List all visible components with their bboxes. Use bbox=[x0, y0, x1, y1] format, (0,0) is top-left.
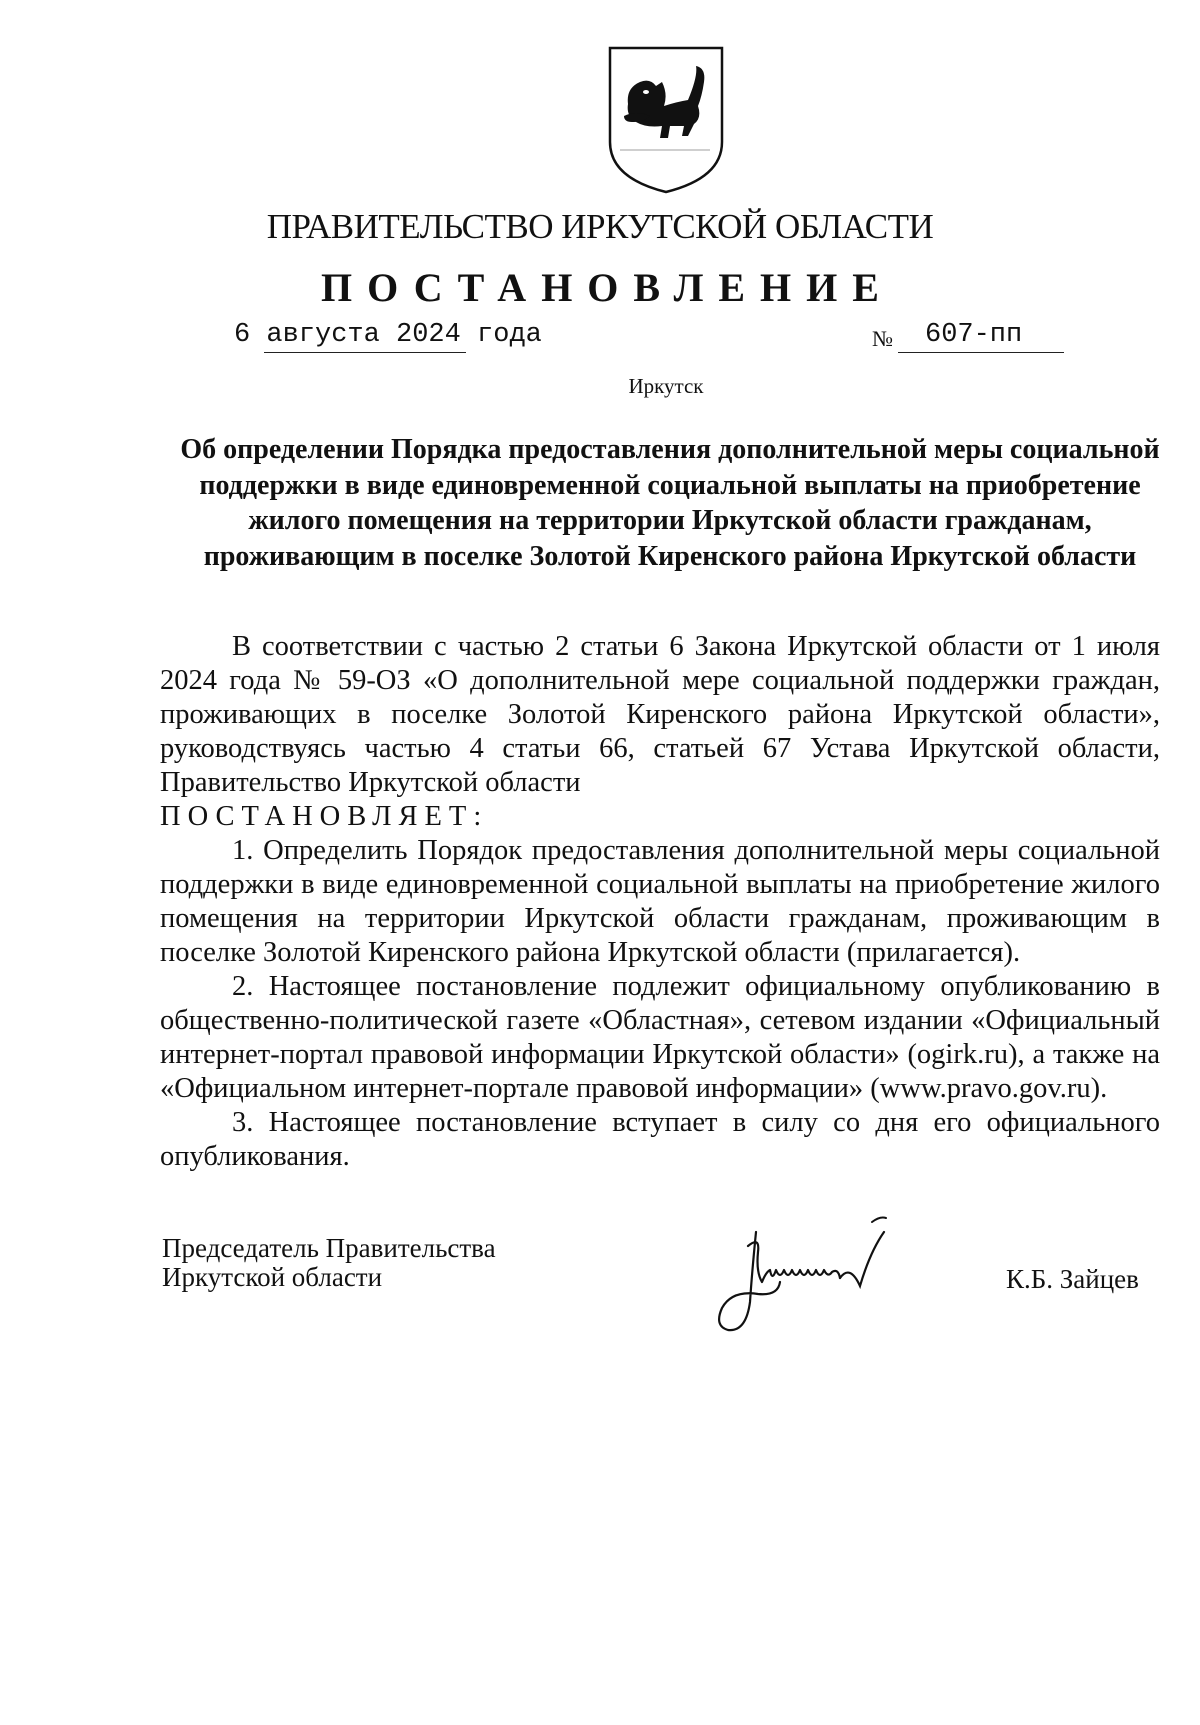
signatory-name: К.Б. Зайцев bbox=[1006, 1264, 1139, 1294]
handwritten-signature-icon bbox=[700, 1212, 950, 1352]
government-title: ПРАВИТЕЛЬСТВО ИРКУТСКОЙ ОБЛАСТИ bbox=[266, 207, 934, 246]
city-name: Иркутск bbox=[628, 374, 704, 398]
date-underline bbox=[264, 352, 466, 353]
preamble-paragraph: В соответствии с частью 2 статьи 6 Закона Иркутской области от 1 июля 2024 года № 59-ОЗ «О дополнительной мере социальной поддержки граждан, проживающих в поселке Золотой Киренского района Иркутской области», руководствуясь частью 4 статьи 66, статьей 67 Устава Иркутской области, Правительство Иркутской области bbox=[160, 631, 1160, 798]
signatory-position bbox=[162, 1234, 496, 1292]
signatory-position-line: Иркутской области bbox=[162, 1262, 383, 1292]
decree-item: 3. Настоящее постановление вступает в силу со дня его официального опубликования. bbox=[160, 1107, 1160, 1172]
signatory-position-line: Председатель Правительства bbox=[162, 1233, 496, 1263]
decree-item: 2. Настоящее постановление подлежит официальному опубликованию в общественно-политической газете «Областная», сетевом издании «Официальный интернет-портал правовой информации Иркутской области» (ogirk.ru), а также на «Официальном интернет-портале правовой информации» (www.pravo.gov.ru). bbox=[160, 971, 1160, 1104]
document-date: 6 августа 2024 года bbox=[234, 320, 542, 350]
decree-item: 1. Определить Порядок предоставления дополнительной меры социальной поддержки в виде единовременной социальной выплаты на приобретение жилого помещения на территории Иркутской области гражданам, проживающим в поселке Золотой Киренского района Иркутской области (прилагается). bbox=[160, 835, 1160, 968]
document-body bbox=[160, 630, 1160, 1174]
document-number: 607-пп bbox=[925, 320, 1023, 350]
document-type-heading: ПОСТАНОВЛЕНИЕ bbox=[321, 265, 894, 310]
document-subject: Об определении Порядка предоставления дополнительной меры социальной поддержки в виде единовременной социальной выплаты на приобретение жилого помещения на территории Иркутской области гражданам, проживающим в поселке Золотой Киренского района Иркутской области bbox=[180, 434, 1160, 572]
decree-word: ПОСТАНОВЛЯЕТ: bbox=[160, 801, 489, 832]
number-sign: № bbox=[872, 326, 893, 351]
irkutsk-coat-of-arms-icon bbox=[606, 46, 726, 194]
number-underline bbox=[898, 352, 1064, 353]
